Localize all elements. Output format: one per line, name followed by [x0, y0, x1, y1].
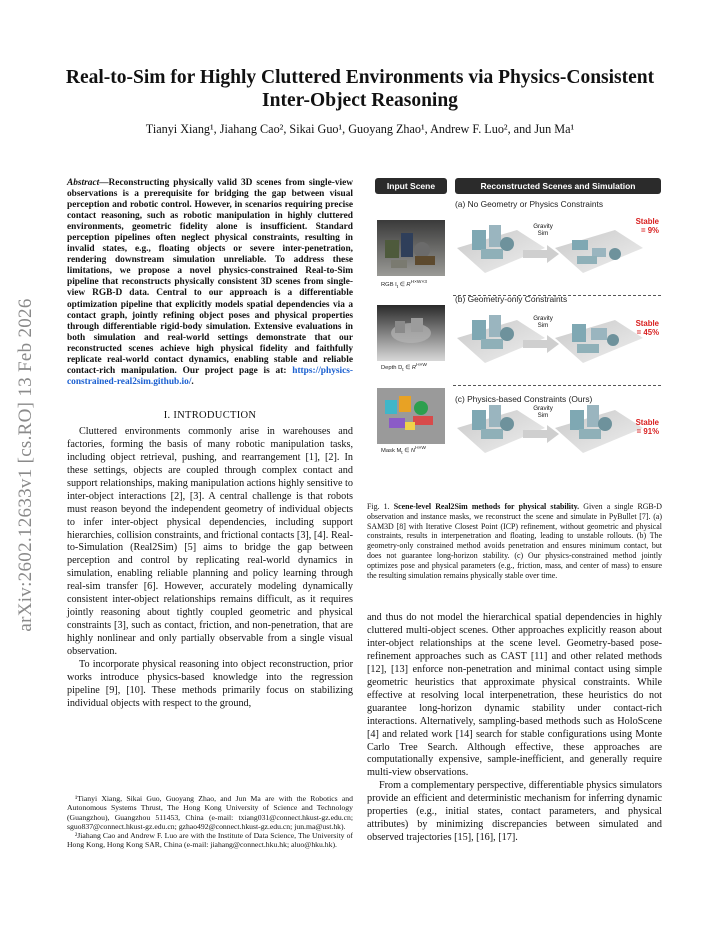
figure-caption	[367, 502, 662, 580]
paper-title: Real-to-Sim for Highly Cluttered Environments via Physics-Consistent Inter-Object Reasoning	[65, 67, 655, 111]
panel-b-label: (b) Geometry-only Constraints	[455, 294, 568, 304]
stable-label: Stable	[635, 418, 659, 427]
right-paragraph-2: From a complementary perspective, differentiable physics simulators provide an efficient and deterministic mechanism for inferring dynamic properties (e.g., initial states, contact parameters, and physical attributes) by minimizing discrepancies between simulated and observed trajectories [15], [16], [17].	[367, 780, 662, 844]
rgb-sup: H×W×3	[410, 280, 427, 285]
panel-a-label: (a) No Geometry or Physics Constraints	[455, 199, 604, 209]
rgb-image	[377, 220, 445, 276]
gravity-text: Gravity	[533, 223, 553, 230]
sim-text: Sim	[537, 412, 549, 419]
right-column-text	[367, 612, 662, 845]
project-link[interactable]: https://physics-constrained-real2sim.github.io/	[67, 365, 353, 387]
depth-label: Depth $D_t$ ∈ $R^{H\times W}$	[381, 363, 427, 374]
depth-sup: H×W	[416, 363, 427, 368]
gravity-text: Gravity	[533, 315, 553, 322]
stable-label: Stable	[635, 319, 659, 328]
footnote-1: ¹Tianyi Xiang, Sikai Guo, Guoyang Zhao, and Jun Ma are with the Robotics and Autonomous Systems Thrust, The Hong Kong University of Science and Technology (Guangzhou), Guangzhou 511453, China (e-mail: txiang031@connect.hkust-gz.edu.cn; sguo837@connect.hkust-gz.edu.cn; gzhao492@connect.hkust-gz.edu.cn; jun.ma@ust.hk).	[67, 794, 353, 831]
gravity-text: Gravity	[533, 405, 553, 412]
caption-text: Given a single RGB-D observation and instance masks, we reconstruct the scene and simulate in PyBullet [7]. (a) SAM3D [8] with Iterative Closest Point (ICP) refinement, without geometric and physical constraints, results in interpenetration and floating, leading to unstable rollouts. (b) The geometry-only constrained method avoids penetration and ensures minimum contact, but does not guarantee long-horizon stability. (c) Our physics-constrained method jointly optimizes pose and physical parameters (e.g., friction, mass, and center of mass) to ensure the resulting simulation remains physically stable over time.	[367, 502, 662, 580]
author-list: Tianyi Xiang¹, Jiahang Cao², Sikai Guo¹, Guoyang Zhao¹, Andrew F. Luo², and Jun Ma¹	[145, 122, 575, 136]
gravity-sim-a	[525, 223, 561, 237]
sim-text: Sim	[537, 230, 549, 237]
caption-label: Fig. 1.	[367, 502, 390, 511]
divider-bc	[453, 385, 661, 386]
arxiv-stamp	[6, 250, 46, 680]
depth-text: Depth D	[381, 364, 403, 371]
gravity-sim-b	[525, 315, 561, 329]
stable-label: Stable	[635, 217, 659, 226]
stable-a-value: = 9%	[641, 226, 659, 235]
section-heading: I. INTRODUCTION	[163, 409, 257, 421]
abstract-end: .	[191, 376, 194, 387]
stable-c	[615, 418, 659, 436]
footnotes	[67, 794, 353, 850]
right-paragraph-1: and thus do not model the hierarchical spatial dependencies in highly cluttered multi-object scenes. Other approaches explicitly reason about inter-object relationships at the scene level. Geometry-based pose-refinement approaches such as CAST [11] and other related methods [12], [13] enforce non-penetration and minimal contact using simple geometric heuristics that approximate physical constraints. While effective at resolving local interpenetration, these heuristics do not guarantee long-horizon dynamic stability under contact-rich interactions. Alternatively, sampling-based methods such as HoloScene [4] and related work [14] search for stable configurations using Monte Carlo Tree Search. Although effective, these approaches are computationally expensive, sample-inefficient, and generally require multi-view observations.	[367, 612, 662, 779]
intro-paragraph-2: To incorporate physical reasoning into object reconstruction, prior works introduce physics-based knowledge into the regression pipeline [9], [10]. These methods primarily focus on stabilizing individual objects with respect to the ground,	[67, 659, 353, 709]
abstract-label: Abstract	[67, 178, 100, 188]
abstract-text: —Reconstructing physically valid 3D scenes from single-view observations is a prerequisite for bridging the gap between visual perception and robotic control. However, in scenarios requiring precise contact reasoning, such as robotic manipulation in highly cluttered environments, geometric fidelity alone is insufficient. Standard perception pipelines often neglect physical constraints, resulting in invalid states, e.g., floating objects or severe inter-penetration, rendering downstream simulation unreliable. To address these limitations, we propose a novel physics-constrained Real-to-Sim pipeline that reconstructs physically consistent 3D scenes from single-view RGB-D data. Central to our approach is a differentiable optimization pipeline that explicitly models spatial dependencies via a contact graph, jointly refining object poses and physical properties through differentiable rigid-body simulation. Extensive evaluations in both simulation and real-world settings demonstrate that our reconstructed scenes achieve high physical fidelity and faithfully replicate real-world contact dynamics, enabling stable and reliable contact-rich manipulation. Our project page is at:	[67, 178, 353, 376]
sim-text: Sim	[537, 322, 549, 329]
mask-image	[377, 388, 445, 444]
abstract	[67, 178, 353, 388]
footnote-2: ²Jiahang Cao and Andrew F. Luo are with the Institute of Data Science, The University of Hong Kong, Hong Kong SAR, China (e-mail: jiahang@connect.hku.hk; aluo@hku.hk).	[67, 831, 353, 850]
mask-text: Mask M	[381, 447, 402, 454]
mask-sup: H×W	[415, 446, 426, 451]
rgb-text: RGB I	[381, 281, 397, 288]
depth-image	[377, 305, 445, 361]
rgb-label: RGB $I_t$ ∈ $R^{H\times W\times 3}$	[381, 280, 427, 291]
stable-b	[615, 319, 659, 337]
mask-label: Mask $M_t$ ∈ $N^{H\times W}$	[381, 446, 426, 457]
gravity-sim-c	[525, 405, 561, 419]
stable-a	[615, 217, 659, 235]
intro-paragraph-1: Cluttered environments commonly arise in warehouses and factories, forming the basis of many robotic manipulation tasks, including object retrieval, pushing, and rearrangement [1], [2]. In these settings, objects are coupled through complex contact and support relationships, making manipulation actions highly sensitive to inter-object interactions [2], [3]. A central challenge is that robots must reason beyond the independent geometry of individual objects to infer inter-object physical dependencies, including support hierarchies, collision constraints, and frictional contacts [3], [4]. Real-to-Simulation (Real2Sim) [5] aims to bridge the gap between perception and control by replicating real-world dynamics in simulation, enabling reliable planning and policy learning through real-sim transfer [6]. However, accurately modeling dynamically consistent inter-object relationships remains difficult, as it requires jointly reasoning about tightly coupled geometric and physical constraints [3], such as contact, friction, and non-penetration, that are highly nonlinear and only partially observable from a single visual observation.	[67, 425, 353, 658]
stable-c-value: = 91%	[636, 427, 659, 436]
figure-1	[367, 178, 662, 488]
panel-c-label: (c) Physics-based Constraints (Ours)	[455, 394, 593, 404]
stable-b-value: = 45%	[636, 328, 659, 337]
left-column	[67, 178, 353, 711]
caption-title: Scene-level Real2Sim methods for physical stability.	[393, 502, 580, 511]
recon-header: Reconstructed Scenes and Simulation	[455, 178, 661, 194]
input-scene-header: Input Scene	[375, 178, 447, 194]
arxiv-id: arXiv:2602.12633v1 [cs.RO] 13 Feb 2026	[15, 298, 36, 632]
